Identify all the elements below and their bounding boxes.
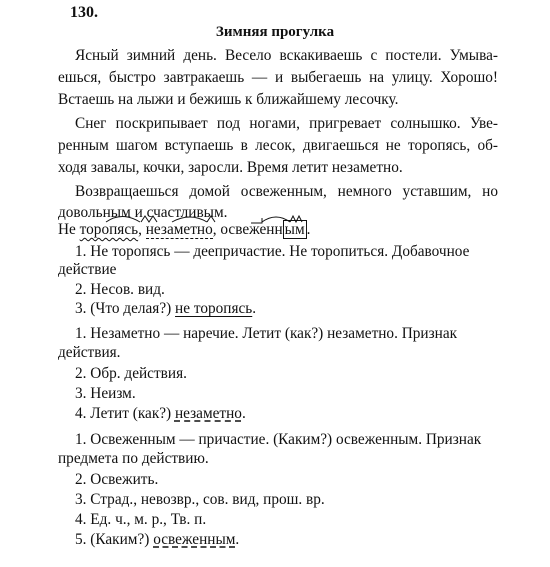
text-line: Возвращаешься домой освеженным, немного уставшим, но [75, 183, 498, 200]
text-line: ренным шагом вступаешь в лесок, двигаешься не торопясь, об- [58, 137, 498, 154]
suffix-mark [207, 216, 215, 222]
analysis-line: 2. Освежить. [75, 471, 159, 488]
analysis-line: предмета по действию. [58, 450, 209, 467]
analysis-line: 4. Ед. ч., м. р., Тв. п. [75, 511, 207, 528]
analysis-line: 2. Несов. вид. [75, 281, 165, 298]
word-toropyas: торопясь [79, 221, 139, 238]
word-ending-box: ым [284, 221, 305, 238]
word-prefix: Не [58, 221, 80, 238]
analysis-line: 1. Незаметно — наречие. Летит (как?) незаметно. Признак [75, 325, 458, 342]
analysis-line [75, 530, 239, 550]
text-line: Встаешь на лыжи и бежишь к ближайшему лесочку. [58, 91, 399, 108]
analysis-line: действия. [58, 344, 121, 361]
analysis-line: 1. Освеженным — причастие. (Каким?) освеженным. Признак [75, 431, 482, 448]
analysis-line: 2. Обр. действия. [75, 365, 187, 382]
text-line: ходя завалы, кочки, заросли. Время летит незаметно. [58, 159, 403, 176]
word-osvezhennym-stem: освеженн [220, 221, 283, 238]
analysis-question: 5. (Каким?) [75, 531, 154, 548]
text-title: Зимняя прогулка [215, 24, 335, 40]
separator: , [212, 221, 221, 238]
suffix-mark [290, 216, 302, 222]
word-nezametno: незаметно [145, 221, 213, 238]
underlined-word: не торопясь [175, 300, 253, 317]
suffix-mark [141, 216, 157, 222]
prefix-mark [251, 218, 262, 223]
period: . [241, 405, 246, 422]
analysis-question: 4. Летит (как?) [75, 405, 175, 422]
period: . [306, 221, 311, 238]
period: . [235, 531, 240, 548]
underlined-word: освеженным [153, 531, 236, 548]
text-line: Ясный зимний день. Весело вскакиваешь с постели. Умыва- [75, 47, 498, 64]
analysis-question: 3. (Что делая?) [75, 300, 176, 317]
separator: , [138, 221, 146, 238]
analysis-line: 3. Неизм. [75, 385, 136, 402]
analysis-line: действие [58, 261, 117, 278]
root-arc [106, 217, 140, 223]
root-arc [172, 217, 207, 222]
analysis-line [75, 404, 246, 424]
period: . [252, 300, 257, 317]
analysis-line: 3. Страд., невозвр., сов. вид, прош. вр. [75, 491, 325, 508]
text-line: ешься, быстро завтракаешь — и выбегаешь на улицу. Хорошо! [58, 69, 498, 86]
analysis-line [75, 299, 256, 319]
text-line: Снег поскрипывает под ногами, пригревает солнышко. Уве- [75, 115, 498, 132]
underlined-word: незаметно [174, 405, 242, 422]
text-line: довольным и счастливым. [58, 204, 228, 221]
analysis-line: 1. Не торопясь — деепричастие. Не торопиться. Добавочное [75, 243, 470, 260]
exercise-number: 130. [70, 4, 98, 21]
root-arc [262, 217, 290, 222]
